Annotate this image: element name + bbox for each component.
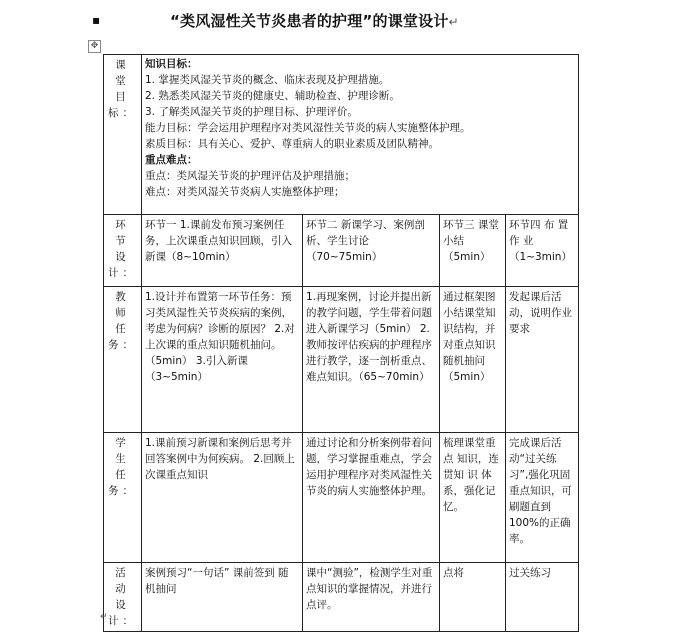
difficult-point: 难点：对类风湿关节炎病人实施整体护理；: [145, 186, 345, 198]
activity-1: 案例预习“一句话” 课前签到 随机抽问: [142, 563, 303, 632]
teacher-label: 教 师 任务：: [104, 287, 142, 433]
student-task-3: 梳理课堂重 点 知识，连贯知 识 体系，强化记忆。: [440, 433, 506, 563]
table-move-handle-icon[interactable]: ✥: [88, 40, 101, 53]
stages-label: 环 节 设计：: [104, 215, 142, 287]
student-label: 学 生 任务：: [104, 433, 142, 563]
teacher-task-1: 1.设计并布置第一环节任务：预习类风湿性关节炎疾病的案例，考虑为何病？诊断的原因？ 2.对上次课的重点知识随机抽问。（5min） 3.引入新课（3~5min）: [142, 287, 303, 433]
activity-2: 课中“测验”，检测学生对重点知识的掌握情况，并进行点评。: [303, 563, 440, 632]
goal-line-3: 3. 了解类风湿关节炎的护理目标、护理评价。: [145, 106, 358, 118]
bullet-mark: ▪: [92, 13, 101, 27]
activity-row: [104, 563, 579, 632]
goal-line-2: 2. 熟悉类风湿关节炎的健康史、辅助检查、护理诊断。: [145, 90, 400, 102]
activity-4: 过关练习: [506, 563, 579, 632]
student-row: [104, 433, 579, 563]
key-points-heading: 重点难点：: [145, 154, 198, 166]
student-task-2: 通过讨论和分析案例带着问题，学习掌握重难点，学会运用护理程序对类风湿性关节炎的病人实施整体护理。: [303, 433, 440, 563]
student-task-4: 完成课后活动“过关练习”,强化巩固重点知识，可刷题直到 100%的正确率。: [506, 433, 579, 563]
ability-goal: 能力目标：学会运用护理程序对类风湿性关节炎的病人实施整体护理。: [145, 122, 471, 134]
activity-3: 点将: [440, 563, 506, 632]
stage-2-cell: 环节二 新课学习、案例剖析、学生讨论（70~75min）: [303, 215, 440, 287]
teacher-task-2: 1.再现案例，讨论并提出新的教学问题，学生带着问题进入新课学习（5min） 2.教师按评估疾病的护理程序进行教学，逐一剖析重点、难点知识。（65~70min）: [303, 287, 440, 433]
teacher-row: [104, 287, 579, 433]
goals-label: 课 堂 目标：: [104, 55, 142, 215]
stage-4-cell: 环节四 布 置 作 业（1~3min）: [506, 215, 579, 287]
student-task-1: 1.课前预习新课和案例后思考并回答案例中为何疾病。 2.回顾上次课重点知识: [142, 433, 303, 563]
knowledge-goal-heading: 知识目标：: [145, 58, 198, 70]
stage-1-cell: 环节一 1.课前发布预习案例任务，上次课重点知识回顾，引入新课（8~10min）: [142, 215, 303, 287]
lesson-design-table: [103, 54, 579, 632]
goals-content: [142, 55, 579, 215]
teacher-task-3: 通过框架图小结课堂知识结构，并对重点知识随机抽问（5min）: [440, 287, 506, 433]
quality-goal: 素质目标：具有关心、爱护、尊重病人的职业素质及团队精神。: [145, 138, 439, 150]
stage-3-cell: 环节三 课堂小结（5min）: [440, 215, 506, 287]
goal-line-1: 1. 掌握类风湿关节炎的概念、临床表现及护理措施。: [145, 74, 390, 86]
stages-row: [104, 215, 579, 287]
activity-label: 活 动 设计：: [104, 563, 142, 632]
paragraph-mark: ↵: [100, 612, 108, 622]
teacher-task-4: 发起课后活动，说明作业要求: [506, 287, 579, 433]
key-point: 重点：类风湿关节炎的护理评估及护理措施；: [145, 170, 355, 182]
goals-row: [104, 55, 579, 215]
document-title: “类风湿性关节炎患者的护理”的课堂设计↵: [170, 12, 459, 30]
